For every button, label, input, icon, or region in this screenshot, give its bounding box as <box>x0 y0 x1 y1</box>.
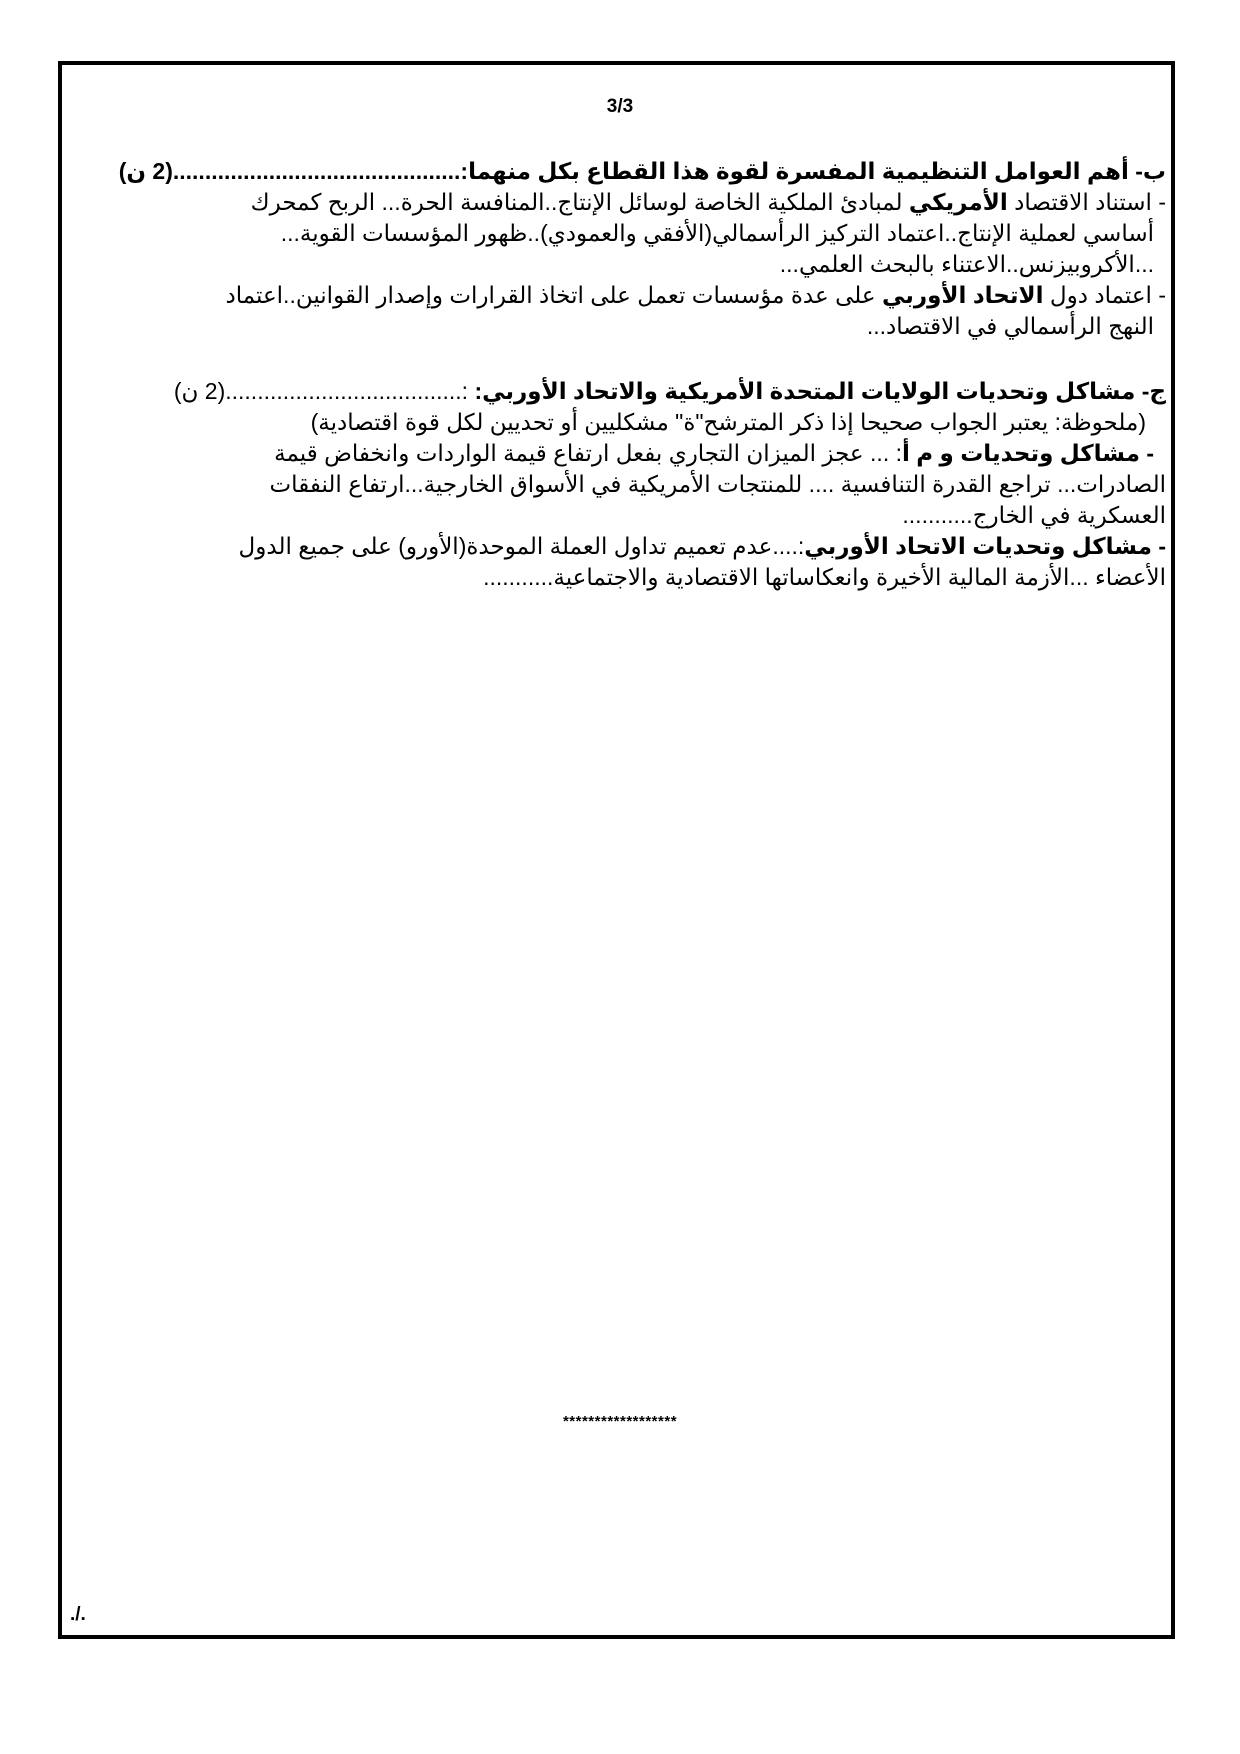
section-b-eu-line-1 <box>70 280 1166 311</box>
section-b-us-line-1-post: لمبادئ الملكية الخاصة لوسائل الإنتاج..المنافسة الحرة... الربح كمحرك <box>250 189 909 215</box>
section-b-us-line-1-pre: - استناد الاقتصاد <box>1007 189 1166 215</box>
section-b-us-line-2: أساسي لعملية الإنتاج..اعتماد التركيز الرأسمالي(الأفقي والعمودي)..ظهور المؤسسات القوية... <box>280 220 1154 246</box>
section-c-us-line-1-post: : ... عجز الميزان التجاري بفعل ارتفاع قيمة الواردات وانخفاض قيمة <box>274 440 902 466</box>
section-c-heading <box>70 376 1166 407</box>
section-c-points: (2 ن) <box>173 378 226 404</box>
section-b-us-line-3: ...الأكروبيزنس..الاعتناء بالبحث العلمي... <box>779 251 1154 277</box>
footer-mark: ./. <box>70 1604 86 1625</box>
section-c-us-line-1 <box>70 438 1166 469</box>
section-b-eu-line-1-post: على عدة مؤسسات تعمل على اتخاذ القرارات وإصدار القوانين..اعتماد <box>225 282 882 308</box>
section-c-dots: :..................................... <box>225 378 475 404</box>
answer-key-content <box>70 156 1166 593</box>
section-b-points: (2 ن) <box>118 158 173 184</box>
section-c-us-label: - مشاكل وتحديات و م أ <box>901 440 1154 466</box>
section-b-heading <box>70 156 1166 187</box>
section-spacer <box>70 342 1166 376</box>
section-c-eu-line-1-post: :....عدم تعميم تداول العملة الموحدة(الأورو) على جميع الدول <box>238 533 805 559</box>
section-b-heading-text: ب- أهم العوامل التنظيمية المفسرة لقوة هذا القطاع بكل منهما:............................................. <box>172 158 1166 184</box>
section-b-eu-keyword: الاتحاد الأوربي <box>881 282 1044 308</box>
section-c-eu-line-2: الأعضاء ...الأزمة المالية الأخيرة وانعكاساتها الاقتصادية والاجتماعية........... <box>483 564 1166 590</box>
section-c-eu-line-1 <box>70 531 1166 562</box>
section-c-eu-label: - مشاكل وتحديات الاتحاد الأوربي <box>804 533 1166 559</box>
section-b-eu-line-2: النهج الرأسمالي في الاقتصاد... <box>866 313 1154 339</box>
end-of-document-marker: ****************** <box>562 1413 678 1430</box>
section-b-us-keyword: الأمريكي <box>908 189 1008 215</box>
section-c-us-line-2: الصادرات... تراجع القدرة التنافسية .... للمنتجات الأمريكية في الأسواق الخارجية...ارتفاع النفقات <box>269 471 1166 497</box>
section-b-us-line-1 <box>70 187 1166 218</box>
section-c-note: (ملحوظة: يعتبر الجواب صحيحا إذا ذكر المترشح"ة" مشكليين أو تحديين لكل قوة اقتصادية) <box>310 409 1146 435</box>
section-b-eu-line-1-pre: - اعتماد دول <box>1043 282 1166 308</box>
section-c-heading-text: ج- مشاكل وتحديات الولايات المتحدة الأمريكية والاتحاد الأوربي: <box>474 378 1166 404</box>
page-number: 3/3 <box>606 96 634 117</box>
section-c-us-line-3: العسكرية في الخارج........... <box>902 502 1166 528</box>
